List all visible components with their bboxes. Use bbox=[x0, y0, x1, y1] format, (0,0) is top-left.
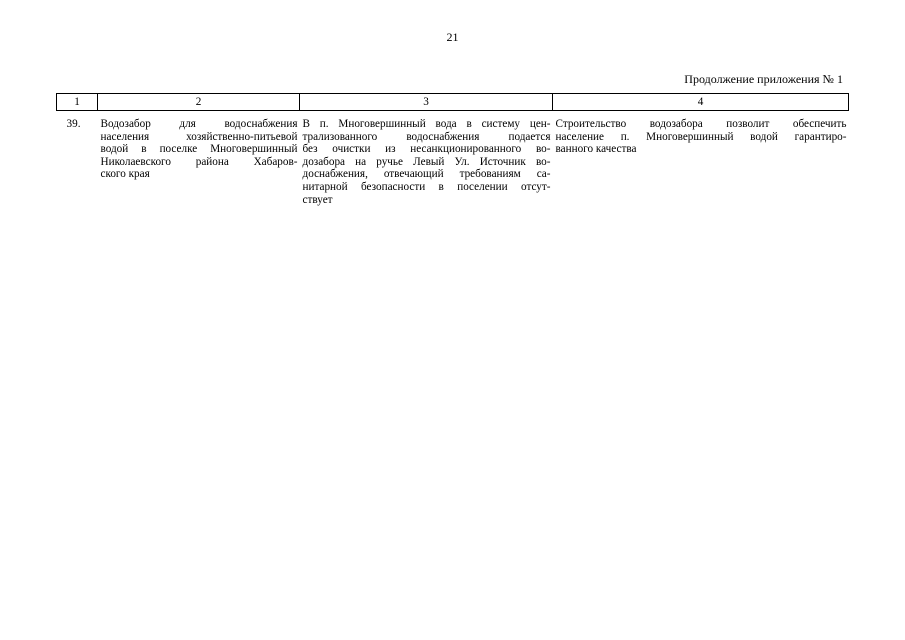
cell-line: без очистки из несанкционированного во- bbox=[302, 143, 551, 156]
cell-line: нитарной безопасности в поселении отсут- bbox=[302, 180, 551, 193]
table-header-row bbox=[57, 94, 849, 111]
cell-line: ствует bbox=[302, 193, 333, 206]
cell-line: В п. Многовершинный вода в систему цен- bbox=[302, 118, 551, 130]
cell-line: Водозабор для водоснабжения bbox=[100, 118, 298, 130]
appendix-table bbox=[56, 93, 849, 206]
cell-line: населения хозяйственно-питьевой bbox=[100, 130, 298, 143]
cell-line: население п. Многовершинный водой гарантиро- bbox=[555, 130, 847, 143]
cell-line: водой в поселке Многовершинный bbox=[100, 143, 298, 156]
column-header-4: 4 bbox=[553, 94, 849, 111]
cell-line: Строительство водозабора позволит обеспечить bbox=[555, 118, 847, 130]
table-row bbox=[57, 111, 849, 207]
row-number: 39. bbox=[66, 118, 81, 130]
cell-line: ского края bbox=[100, 168, 150, 181]
column-header-1: 1 bbox=[57, 94, 98, 111]
column-header-2: 2 bbox=[98, 94, 300, 111]
cell-line: Николаевского района Хабаров- bbox=[100, 155, 298, 168]
column-header-3: 3 bbox=[300, 94, 553, 111]
object-name-cell bbox=[98, 111, 300, 207]
cell-line: доснабжения, отвечающий требованиям са- bbox=[302, 168, 551, 181]
expected-result-cell bbox=[553, 111, 849, 207]
page-number: 21 bbox=[446, 30, 459, 44]
appendix-continuation-label: Продолжение приложения № 1 bbox=[684, 72, 843, 86]
cell-line: трализованного водоснабжения подается bbox=[302, 130, 551, 143]
cell-line: дозабора на ручье Левый Ул. Источник во- bbox=[302, 155, 551, 168]
cell-line: ванного качества bbox=[555, 143, 637, 156]
current-state-cell bbox=[300, 111, 553, 207]
